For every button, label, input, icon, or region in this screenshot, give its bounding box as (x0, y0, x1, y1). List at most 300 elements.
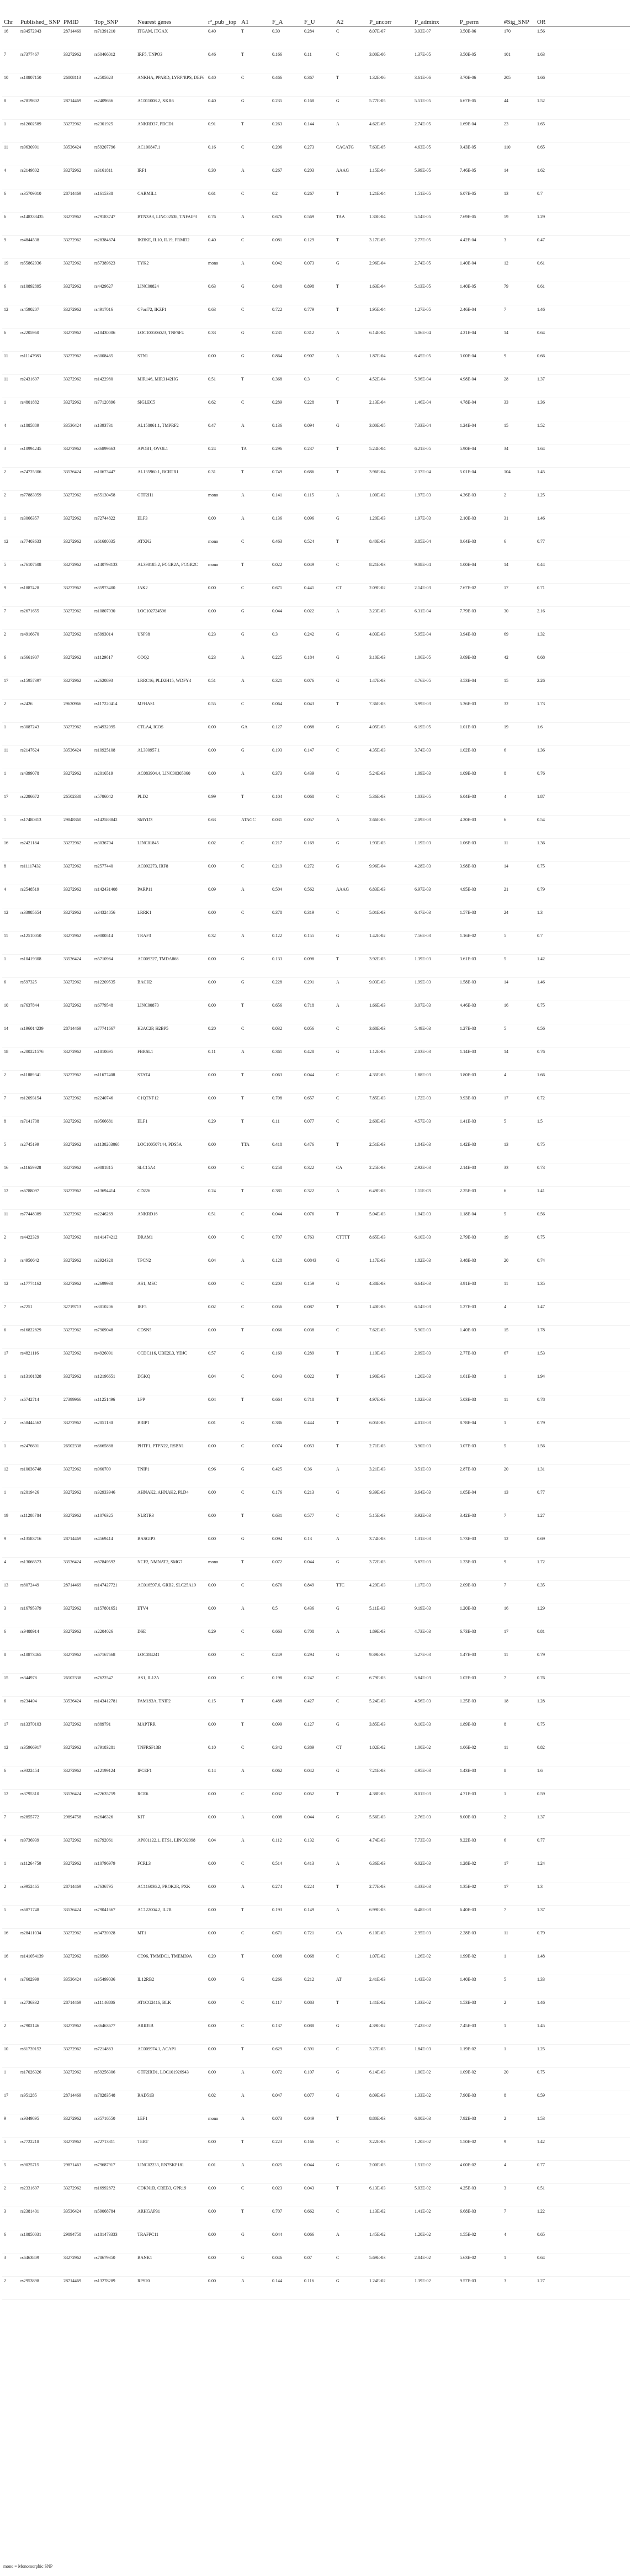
cell-chr: 14 (2, 1024, 19, 1048)
cell-nearest-genes: AS1, MSC (136, 1279, 206, 1303)
cell-chr: 12 (2, 1743, 19, 1766)
cell-f-u: 0.022 (302, 1372, 334, 1395)
cell-a2: C (334, 1117, 368, 1140)
cell-a1: G (240, 1535, 270, 1558)
cell-a1: C (240, 73, 270, 97)
cell-p-uncorr: 2.09E-02 (368, 584, 413, 607)
table-row (2, 259, 630, 282)
cell-pmid: 33272962 (62, 352, 93, 375)
cell-nearest-genes: BASGIP3 (136, 1535, 206, 1558)
cell-a2: A (334, 1535, 368, 1558)
cell-nearest-genes: ARHGAP31 (136, 2207, 206, 2230)
cell-a2: T (334, 305, 368, 329)
cell-top-snp: rs20568 (93, 1952, 136, 1975)
cell-p-adminx: 6.14E-03 (413, 1303, 458, 1326)
cell-p-adminx: 3.99E-03 (413, 700, 458, 723)
cell-top-snp: rs79183281 (93, 1743, 136, 1766)
cell-a2: G (334, 2277, 368, 2300)
cell-top-snp: rs9566681 (93, 1117, 136, 1140)
table-row (2, 1163, 630, 1187)
cell-a2: C (334, 1511, 368, 1535)
cell-or: 1.28 (535, 1697, 630, 1720)
cell-sig-snp: 16 (502, 1001, 535, 1024)
cell-r2: 0.00 (206, 1906, 240, 1929)
cell-f-a: 0.864 (270, 352, 302, 375)
table-row (2, 143, 630, 166)
cell-pmid: 33536424 (62, 468, 93, 491)
cell-a2: AAAG (334, 166, 368, 189)
cell-f-a: 0.378 (270, 908, 302, 932)
cell-sig-snp: 24 (502, 908, 535, 932)
cell-nearest-genes: ANKRD16 (136, 1210, 206, 1233)
cell-pmid: 28714469 (62, 1024, 93, 1048)
cell-p-perm: 1.61E-03 (458, 1372, 502, 1395)
table-row (2, 421, 630, 445)
cell-p-uncorr: 3.00E-05 (368, 421, 413, 445)
cell-a2: A (334, 816, 368, 839)
cell-or: 1.37 (535, 375, 630, 398)
cell-f-u: 0.043 (302, 700, 334, 723)
cell-or: 1.29 (535, 213, 630, 236)
cell-r2: 0.00 (206, 1998, 240, 2022)
table-row (2, 468, 630, 491)
cell-p-perm: 9.57E-03 (458, 2277, 502, 2300)
cell-r2: 0.57 (206, 1349, 240, 1372)
cell-r2: 0.32 (206, 932, 240, 955)
cell-a1: TTA (240, 1140, 270, 1163)
cell-published-snp: rs7637844 (19, 1001, 62, 1024)
cell-f-a: 0.504 (270, 885, 302, 908)
cell-or: 1.46 (535, 514, 630, 537)
cell-published-snp: rs55862936 (19, 259, 62, 282)
cell-f-u: 0.076 (302, 1210, 334, 1233)
cell-f-a: 0.104 (270, 792, 302, 816)
cell-p-adminx: 1.41E-02 (413, 2207, 458, 2230)
cell-a1: A (240, 1836, 270, 1859)
cell-nearest-genes: AL390185.2, FCGR2A, FCGR2C (136, 560, 206, 584)
cell-top-snp: rs1129617 (93, 653, 136, 676)
cell-pmid: 33272962 (62, 1256, 93, 1279)
cell-top-snp: rs2246269 (93, 1210, 136, 1233)
cell-f-a: 0.144 (270, 2277, 302, 2300)
cell-a1: GA (240, 723, 270, 746)
cell-f-a: 0.289 (270, 398, 302, 421)
header-row (2, 2, 630, 27)
cell-p-perm: 2.77E-03 (458, 1349, 502, 1372)
cell-chr: 12 (2, 305, 19, 329)
cell-sig-snp: 13 (502, 1140, 535, 1163)
cell-r2: 0.00 (206, 769, 240, 792)
cell-top-snp: rs79041667 (93, 1906, 136, 1929)
cell-a1: C (240, 398, 270, 421)
cell-a2: T (334, 1140, 368, 1163)
cell-p-perm: 1.73E-03 (458, 1535, 502, 1558)
cell-r2: mono (206, 491, 240, 514)
cell-r2: 0.61 (206, 189, 240, 213)
cell-published-snp: rs597325 (19, 978, 62, 1001)
cell-a1: G (240, 978, 270, 1001)
cell-p-perm: 3.50E-06 (458, 27, 502, 50)
cell-chr: 7 (2, 1813, 19, 1836)
cell-a1: C (240, 1442, 270, 1465)
cell-f-u: 0.849 (302, 1581, 334, 1604)
cell-published-snp: rs6463809 (19, 2254, 62, 2277)
table-row (2, 2207, 630, 2230)
cell-sig-snp: 9 (502, 1558, 535, 1581)
cell-r2: 0.76 (206, 213, 240, 236)
cell-a1: A (240, 2277, 270, 2300)
cell-published-snp: rs61739152 (19, 2045, 62, 2068)
cell-p-adminx: 2.74E-05 (413, 120, 458, 143)
cell-r2: 0.24 (206, 1187, 240, 1210)
cell-a2: T (334, 1419, 368, 1442)
cell-p-adminx: 1.03E-05 (413, 792, 458, 816)
cell-f-a: 0.044 (270, 2230, 302, 2254)
table-row (2, 1674, 630, 1697)
table-row (2, 352, 630, 375)
cell-r2: 0.00 (206, 723, 240, 746)
cell-nearest-genes: LOC284241 (136, 1651, 206, 1674)
cell-p-uncorr: 3.22E-03 (368, 2138, 413, 2161)
cell-published-snp: rs7377467 (19, 50, 62, 73)
table-row (2, 50, 630, 73)
cell-r2: 0.00 (206, 2022, 240, 2045)
cell-sig-snp: 5 (502, 1210, 535, 1233)
cell-pmid: 33272962 (62, 329, 93, 352)
cell-p-uncorr: 1.17E-03 (368, 1256, 413, 1279)
table-row (2, 1256, 630, 1279)
cell-a2: C (334, 1674, 368, 1697)
cell-pmid: 32719713 (62, 1303, 93, 1326)
cell-pmid: 29620966 (62, 700, 93, 723)
cell-chr: 1 (2, 1372, 19, 1395)
table-row (2, 816, 630, 839)
cell-a1: A (240, 2161, 270, 2184)
cell-chr: 17 (2, 792, 19, 816)
cell-or: 1.46 (535, 978, 630, 1001)
cell-pmid: 28714469 (62, 27, 93, 50)
cell-nearest-genes: TNFRSF13B (136, 1743, 206, 1766)
cell-f-a: 0.225 (270, 653, 302, 676)
cell-p-perm: 8.64E-03 (458, 537, 502, 560)
table-row (2, 398, 630, 421)
cell-r2: 0.91 (206, 120, 240, 143)
cell-f-a: 0.046 (270, 2254, 302, 2277)
cell-or: 1.6 (535, 723, 630, 746)
cell-top-snp: rs77741667 (93, 1024, 136, 1048)
header-p-uncorr: P_uncorr (368, 2, 413, 27)
cell-a1: C (240, 862, 270, 885)
cell-f-a: 0.193 (270, 746, 302, 769)
cell-top-snp: rs2409666 (93, 97, 136, 120)
cell-f-u: 0.184 (302, 653, 334, 676)
cell-top-snp: rs4917016 (93, 305, 136, 329)
table-row (2, 189, 630, 213)
cell-pmid: 33272962 (62, 2184, 93, 2207)
cell-chr: 4 (2, 166, 19, 189)
cell-top-snp: rs5786042 (93, 792, 136, 816)
cell-sig-snp: 15 (502, 676, 535, 700)
cell-nearest-genes: STN1 (136, 352, 206, 375)
cell-chr: 1 (2, 816, 19, 839)
cell-f-u: 0.052 (302, 1790, 334, 1813)
cell-top-snp: rs36463677 (93, 2022, 136, 2045)
table-row (2, 746, 630, 769)
cell-or: 1.41 (535, 1187, 630, 1210)
cell-a2: C (334, 908, 368, 932)
cell-p-perm: 5.03E-03 (458, 1395, 502, 1419)
cell-p-adminx: 6.48E-03 (413, 1906, 458, 1929)
cell-p-uncorr: 3.92E-03 (368, 955, 413, 978)
cell-a1: T (240, 1511, 270, 1535)
cell-p-uncorr: 7.62E-03 (368, 1326, 413, 1349)
cell-pmid: 33272962 (62, 2045, 93, 2068)
cell-p-perm: 7.79E-03 (458, 607, 502, 630)
cell-p-perm: 1.09E-03 (458, 769, 502, 792)
cell-nearest-genes: BANK1 (136, 2254, 206, 2277)
cell-f-a: 0.044 (270, 607, 302, 630)
cell-f-a: 0.848 (270, 282, 302, 305)
cell-p-perm: 1.89E-03 (458, 1720, 502, 1743)
table-row (2, 1766, 630, 1790)
cell-f-a: 0.321 (270, 676, 302, 700)
table-row (2, 560, 630, 584)
cell-f-a: 0.031 (270, 816, 302, 839)
cell-a1: C (240, 1210, 270, 1233)
table-row (2, 2068, 630, 2091)
cell-or: 0.59 (535, 2091, 630, 2114)
cell-pmid: 33272962 (62, 1929, 93, 1952)
cell-f-u: 0.319 (302, 908, 334, 932)
cell-a1: C (240, 1372, 270, 1395)
cell-published-snp: rs2548519 (19, 885, 62, 908)
cell-p-adminx: 1.04E-03 (413, 1210, 458, 1233)
table-row (2, 1140, 630, 1163)
cell-pmid: 27399966 (62, 1395, 93, 1419)
cell-pmid: 33536424 (62, 1558, 93, 1581)
cell-sig-snp: 14 (502, 978, 535, 1001)
cell-f-a: 0.064 (270, 700, 302, 723)
cell-f-a: 0.112 (270, 1836, 302, 1859)
cell-f-a: 0.141 (270, 491, 302, 514)
cell-top-snp: rs10673447 (93, 468, 136, 491)
cell-a1: C (240, 839, 270, 862)
cell-p-uncorr: 6.83E-03 (368, 885, 413, 908)
cell-a2: C (334, 2138, 368, 2161)
cell-pmid: 28714469 (62, 1581, 93, 1604)
cell-f-a: 0.676 (270, 213, 302, 236)
cell-or: 0.74 (535, 1256, 630, 1279)
cell-f-a: 0.707 (270, 2207, 302, 2230)
cell-a2: T (334, 1349, 368, 1372)
cell-published-snp: rs12510050 (19, 932, 62, 955)
cell-p-perm: 3.98E-03 (458, 862, 502, 885)
cell-f-u: 0.203 (302, 166, 334, 189)
table-row (2, 514, 630, 537)
cell-p-perm: 1.57E-03 (458, 908, 502, 932)
cell-published-snp: rs13370103 (19, 1720, 62, 1743)
cell-a1: T (240, 375, 270, 398)
cell-f-a: 0.047 (270, 2091, 302, 2114)
cell-a1: T (240, 792, 270, 816)
cell-chr: 2 (2, 491, 19, 514)
cell-a1: T (240, 120, 270, 143)
cell-f-a: 0.025 (270, 2161, 302, 2184)
cell-top-snp: rs59207796 (93, 143, 136, 166)
table-row (2, 1998, 630, 2022)
cell-top-snp: rs2646326 (93, 1813, 136, 1836)
cell-top-snp: rs2051130 (93, 1419, 136, 1442)
cell-f-u: 0.721 (302, 1929, 334, 1952)
cell-p-perm: 3.69E-03 (458, 653, 502, 676)
cell-f-u: 0.289 (302, 1349, 334, 1372)
cell-or: 0.77 (535, 1488, 630, 1511)
cell-published-snp: rs2745199 (19, 1140, 62, 1163)
cell-r2: 0.00 (206, 1233, 240, 1256)
cell-a1: G (240, 607, 270, 630)
cell-p-adminx: 4.33E-03 (413, 1882, 458, 1906)
cell-p-adminx: 3.93E-07 (413, 27, 458, 50)
cell-f-a: 0.425 (270, 1465, 302, 1488)
cell-p-uncorr: 1.24E-02 (368, 2277, 413, 2300)
cell-chr: 12 (2, 1279, 19, 1303)
cell-p-uncorr: 6.05E-03 (368, 1419, 413, 1442)
cell-a1: C (240, 2184, 270, 2207)
cell-or: 1.53 (535, 1349, 630, 1372)
table-row (2, 1094, 630, 1117)
table-row (2, 653, 630, 676)
cell-a2: T (334, 1303, 368, 1326)
cell-p-uncorr: 6.99E-03 (368, 1906, 413, 1929)
cell-f-u: 0.044 (302, 1558, 334, 1581)
table-row (2, 2254, 630, 2277)
cell-f-u: 0.779 (302, 305, 334, 329)
cell-f-u: 0.094 (302, 421, 334, 445)
cell-f-u: 0.049 (302, 560, 334, 584)
cell-a2: G (334, 1720, 368, 1743)
cell-chr: 1 (2, 514, 19, 537)
cell-f-u: 0.898 (302, 282, 334, 305)
cell-chr: 19 (2, 1511, 19, 1535)
cell-r2: 0.00 (206, 1882, 240, 1906)
cell-f-u: 0.322 (302, 1187, 334, 1210)
header-pmid: PMID (62, 2, 93, 27)
cell-f-a: 0.098 (270, 1952, 302, 1975)
cell-r2: 0.00 (206, 2068, 240, 2091)
cell-or: 0.78 (535, 1395, 630, 1419)
cell-p-perm: 2.28E-03 (458, 1929, 502, 1952)
cell-pmid: 28714469 (62, 2277, 93, 2300)
cell-r2: 0.00 (206, 1929, 240, 1952)
cell-p-uncorr: 1.32E-06 (368, 73, 413, 97)
cell-or: 1.46 (535, 305, 630, 329)
cell-top-snp: rs78283548 (93, 2091, 136, 2114)
cell-published-snp: rs9630991 (19, 143, 62, 166)
cell-or: 0.79 (535, 1419, 630, 1442)
cell-chr: 2 (2, 2022, 19, 2045)
cell-top-snp: rs181473333 (93, 2230, 136, 2254)
cell-published-snp: rs148333435 (19, 213, 62, 236)
header-a1: A1 (240, 2, 270, 27)
cell-nearest-genes: CD226 (136, 1187, 206, 1210)
cell-f-a: 0.249 (270, 1651, 302, 1674)
cell-published-snp: rs76107608 (19, 560, 62, 584)
cell-p-uncorr: 3.27E-03 (368, 2045, 413, 2068)
cell-published-snp: rs3087243 (19, 723, 62, 746)
cell-p-perm: 7.46E-05 (458, 166, 502, 189)
cell-r2: 0.11 (206, 1048, 240, 1071)
cell-or: 0.77 (535, 537, 630, 560)
cell-p-adminx: 1.39E-02 (413, 2277, 458, 2300)
cell-r2: 0.40 (206, 236, 240, 259)
cell-pmid: 33272962 (62, 375, 93, 398)
cell-sig-snp: 21 (502, 885, 535, 908)
cell-r2: 0.23 (206, 630, 240, 653)
cell-published-snp: rs4399078 (19, 769, 62, 792)
cell-chr: 11 (2, 746, 19, 769)
table-row (2, 630, 630, 653)
cell-p-uncorr: 5.36E-03 (368, 792, 413, 816)
cell-nearest-genes: PARP11 (136, 885, 206, 908)
cell-p-adminx: 1.20E-02 (413, 2230, 458, 2254)
cell-top-snp: rs11146886 (93, 1998, 136, 2022)
cell-f-u: 0.07 (302, 2254, 334, 2277)
cell-a1: C (240, 1998, 270, 2022)
cell-pmid: 28714469 (62, 97, 93, 120)
cell-p-uncorr: 1.90E-03 (368, 1372, 413, 1395)
cell-a2: G (334, 723, 368, 746)
cell-sig-snp: 19 (502, 1233, 535, 1256)
cell-nearest-genes: CTLA4, ICOS (136, 723, 206, 746)
cell-pmid: 33272962 (62, 213, 93, 236)
cell-chr: 1 (2, 120, 19, 143)
cell-top-snp: rs9000514 (93, 932, 136, 955)
cell-p-adminx: 1.20E-02 (413, 2138, 458, 2161)
cell-sig-snp: 17 (502, 1882, 535, 1906)
cell-f-a: 0.631 (270, 1511, 302, 1535)
table-row (2, 537, 630, 560)
cell-f-a: 0.203 (270, 1279, 302, 1303)
cell-published-snp: rs35709010 (19, 189, 62, 213)
cell-p-adminx: 5.87E-03 (413, 1558, 458, 1581)
cell-pmid: 33272962 (62, 2068, 93, 2091)
cell-top-snp: rs72635759 (93, 1790, 136, 1813)
cell-r2: 0.63 (206, 305, 240, 329)
cell-p-perm: 5.90E-04 (458, 445, 502, 468)
cell-p-adminx: 3.61E-06 (413, 73, 458, 97)
cell-p-uncorr: 1.21E-04 (368, 189, 413, 213)
cell-sig-snp: 8 (502, 2091, 535, 2114)
cell-published-snp: rs10036748 (19, 1465, 62, 1488)
cell-a2: TTC (334, 1581, 368, 1604)
cell-sig-snp: 7 (502, 305, 535, 329)
cell-chr: 6 (2, 1766, 19, 1790)
cell-published-snp: rs6788097 (19, 1187, 62, 1210)
cell-r2: 0.00 (206, 1279, 240, 1303)
cell-nearest-genes: IL12RB2 (136, 1975, 206, 1998)
cell-pmid: 33272962 (62, 537, 93, 560)
cell-f-a: 0.5 (270, 1604, 302, 1627)
cell-a2: A (334, 329, 368, 352)
cell-f-u: 0.242 (302, 630, 334, 653)
cell-top-snp: rs77120896 (93, 398, 136, 421)
cell-a2: T (334, 1210, 368, 1233)
cell-top-snp: rs6779548 (93, 1001, 136, 1024)
cell-sig-snp: 11 (502, 1929, 535, 1952)
cell-p-perm: 1.16E-02 (458, 932, 502, 955)
cell-r2: 0.00 (206, 1604, 240, 1627)
cell-f-a: 0.099 (270, 1720, 302, 1743)
